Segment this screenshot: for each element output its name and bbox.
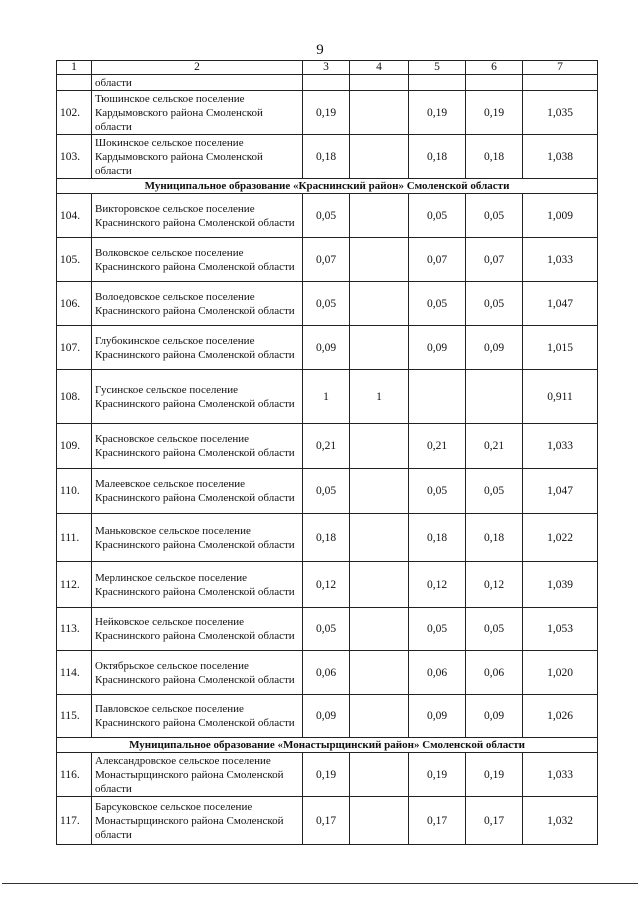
value-cell: 1 — [350, 370, 409, 424]
value-cell: 0,21 — [409, 424, 466, 469]
settlement-name: Шокинское сельское поселение Кардымовского района Смоленской области — [92, 135, 303, 179]
table-row — [57, 238, 598, 282]
row-number: 115. — [57, 695, 92, 738]
settlement-name: Александровское сельское поселение Монастырщинского района Смоленской области — [92, 753, 303, 797]
value-cell: 0,05 — [466, 282, 523, 326]
value-cell: 0,06 — [303, 651, 350, 695]
value-cell — [350, 651, 409, 695]
data-table — [56, 60, 598, 845]
value-cell: 1,053 — [523, 608, 598, 651]
value-cell: 0,05 — [409, 282, 466, 326]
value-cell: 0,05 — [409, 608, 466, 651]
row-number: 105. — [57, 238, 92, 282]
value-cell — [350, 91, 409, 135]
footer-divider — [2, 883, 638, 884]
settlement-name: Красновское сельское поселение Краснинского района Смоленской области — [92, 424, 303, 469]
value-cell: 0,19 — [303, 753, 350, 797]
value-cell: 1,022 — [523, 514, 598, 562]
value-cell: 0,05 — [466, 469, 523, 514]
value-cell: 0,18 — [466, 135, 523, 179]
value-cell: 0,19 — [466, 753, 523, 797]
section-heading-row — [57, 179, 598, 194]
settlement-name: Тюшинское сельское поселение Кардымовского района Смоленской области — [92, 91, 303, 135]
value-cell: 0,06 — [409, 651, 466, 695]
value-cell: 0,09 — [303, 695, 350, 738]
value-cell: 0,18 — [303, 514, 350, 562]
value-cell: 0,18 — [303, 135, 350, 179]
row-number — [57, 75, 92, 91]
value-cell: 0,18 — [409, 135, 466, 179]
value-cell: 0,911 — [523, 370, 598, 424]
value-cell — [350, 424, 409, 469]
column-header: 7 — [523, 61, 598, 75]
value-cell: 0,05 — [409, 469, 466, 514]
settlement-name: Малеевское сельское поселение Краснинского района Смоленской области — [92, 469, 303, 514]
table-row — [57, 370, 598, 424]
value-cell: 0,07 — [466, 238, 523, 282]
value-cell: 0,19 — [409, 91, 466, 135]
row-number: 106. — [57, 282, 92, 326]
value-cell: 1,009 — [523, 194, 598, 238]
value-cell: 1,032 — [523, 797, 598, 845]
column-header: 3 — [303, 61, 350, 75]
column-header: 4 — [350, 61, 409, 75]
settlement-name: области — [92, 75, 303, 91]
value-cell: 0,09 — [466, 695, 523, 738]
table-row — [57, 608, 598, 651]
row-number: 113. — [57, 608, 92, 651]
settlement-name: Волковское сельское поселение Краснинского района Смоленской области — [92, 238, 303, 282]
value-cell: 0,09 — [466, 326, 523, 370]
section-heading-row — [57, 738, 598, 753]
value-cell — [350, 562, 409, 608]
row-number: 108. — [57, 370, 92, 424]
value-cell: 0,09 — [409, 326, 466, 370]
row-number: 103. — [57, 135, 92, 179]
row-number: 112. — [57, 562, 92, 608]
value-cell: 0,19 — [466, 91, 523, 135]
table-row — [57, 753, 598, 797]
value-cell: 0,17 — [409, 797, 466, 845]
row-number: 116. — [57, 753, 92, 797]
value-cell — [350, 514, 409, 562]
value-cell: 0,18 — [466, 514, 523, 562]
value-cell — [350, 695, 409, 738]
value-cell: 0,09 — [409, 695, 466, 738]
settlement-name: Викторовское сельское поселение Краснинского района Смоленской области — [92, 194, 303, 238]
column-header: 6 — [466, 61, 523, 75]
value-cell: 0,12 — [409, 562, 466, 608]
value-cell: 0,17 — [466, 797, 523, 845]
value-cell — [350, 797, 409, 845]
value-cell: 1,033 — [523, 238, 598, 282]
table-row — [57, 282, 598, 326]
value-cell: 0,12 — [303, 562, 350, 608]
value-cell: 0,05 — [303, 194, 350, 238]
row-number: 104. — [57, 194, 92, 238]
value-cell: 0,07 — [409, 238, 466, 282]
settlement-name: Гусинское сельское поселение Краснинского района Смоленской области — [92, 370, 303, 424]
value-cell: 0,17 — [303, 797, 350, 845]
value-cell — [466, 370, 523, 424]
section-heading: Муниципальное образование «Краснинский район» Смоленской области — [57, 179, 598, 194]
value-cell: 0,12 — [466, 562, 523, 608]
table-row — [57, 135, 598, 179]
value-cell: 1 — [303, 370, 350, 424]
row-number: 107. — [57, 326, 92, 370]
table-row — [57, 651, 598, 695]
value-cell: 0,05 — [303, 608, 350, 651]
row-number: 109. — [57, 424, 92, 469]
column-header: 2 — [92, 61, 303, 75]
value-cell: 0,19 — [303, 91, 350, 135]
value-cell: 1,026 — [523, 695, 598, 738]
value-cell — [409, 370, 466, 424]
settlement-name: Мерлинское сельское поселение Краснинского района Смоленской области — [92, 562, 303, 608]
value-cell: 0,19 — [409, 753, 466, 797]
value-cell: 0,06 — [466, 651, 523, 695]
row-number: 117. — [57, 797, 92, 845]
row-number: 111. — [57, 514, 92, 562]
continuation-row — [57, 75, 598, 91]
column-header: 1 — [57, 61, 92, 75]
value-cell: 0,05 — [466, 608, 523, 651]
value-cell — [350, 326, 409, 370]
value-cell: 1,020 — [523, 651, 598, 695]
value-cell — [350, 238, 409, 282]
value-cell: 1,047 — [523, 469, 598, 514]
value-cell: 1,015 — [523, 326, 598, 370]
value-cell: 0,05 — [303, 282, 350, 326]
value-cell: 0,05 — [466, 194, 523, 238]
settlement-name: Глубокинское сельское поселение Краснинского района Смоленской области — [92, 326, 303, 370]
value-cell: 0,21 — [466, 424, 523, 469]
value-cell: 1,035 — [523, 91, 598, 135]
table-row — [57, 194, 598, 238]
value-cell: 1,039 — [523, 562, 598, 608]
table-row — [57, 514, 598, 562]
value-cell — [350, 608, 409, 651]
value-cell: 0,09 — [303, 326, 350, 370]
row-number: 114. — [57, 651, 92, 695]
table-row — [57, 91, 598, 135]
table-row — [57, 326, 598, 370]
table-row — [57, 695, 598, 738]
value-cell: 1,047 — [523, 282, 598, 326]
table-row — [57, 797, 598, 845]
value-cell — [350, 753, 409, 797]
settlement-name: Октябрьское сельское поселение Краснинского района Смоленской области — [92, 651, 303, 695]
table-row — [57, 424, 598, 469]
table-row — [57, 469, 598, 514]
settlement-name: Нейковское сельское поселение Краснинского района Смоленской области — [92, 608, 303, 651]
value-cell — [350, 469, 409, 514]
header-row — [57, 61, 598, 75]
value-cell: 0,07 — [303, 238, 350, 282]
value-cell: 1,033 — [523, 753, 598, 797]
value-cell: 1,033 — [523, 424, 598, 469]
value-cell — [350, 194, 409, 238]
settlement-name: Волоедовское сельское поселение Краснинского района Смоленской области — [92, 282, 303, 326]
row-number: 110. — [57, 469, 92, 514]
value-cell: 1,038 — [523, 135, 598, 179]
value-cell: 0,05 — [303, 469, 350, 514]
column-header: 5 — [409, 61, 466, 75]
section-heading: Муниципальное образование «Монастырщинский район» Смоленской области — [57, 738, 598, 753]
row-number: 102. — [57, 91, 92, 135]
table-row — [57, 562, 598, 608]
settlement-name: Павловское сельское поселение Краснинского района Смоленской области — [92, 695, 303, 738]
value-cell: 0,05 — [409, 194, 466, 238]
value-cell: 0,21 — [303, 424, 350, 469]
value-cell — [350, 282, 409, 326]
value-cell: 0,18 — [409, 514, 466, 562]
value-cell — [350, 135, 409, 179]
settlement-name: Барсуковское сельское поселение Монастырщинского района Смоленской области — [92, 797, 303, 845]
page-number: 9 — [316, 42, 324, 58]
settlement-name: Маньковское сельское поселение Краснинского района Смоленской области — [92, 514, 303, 562]
